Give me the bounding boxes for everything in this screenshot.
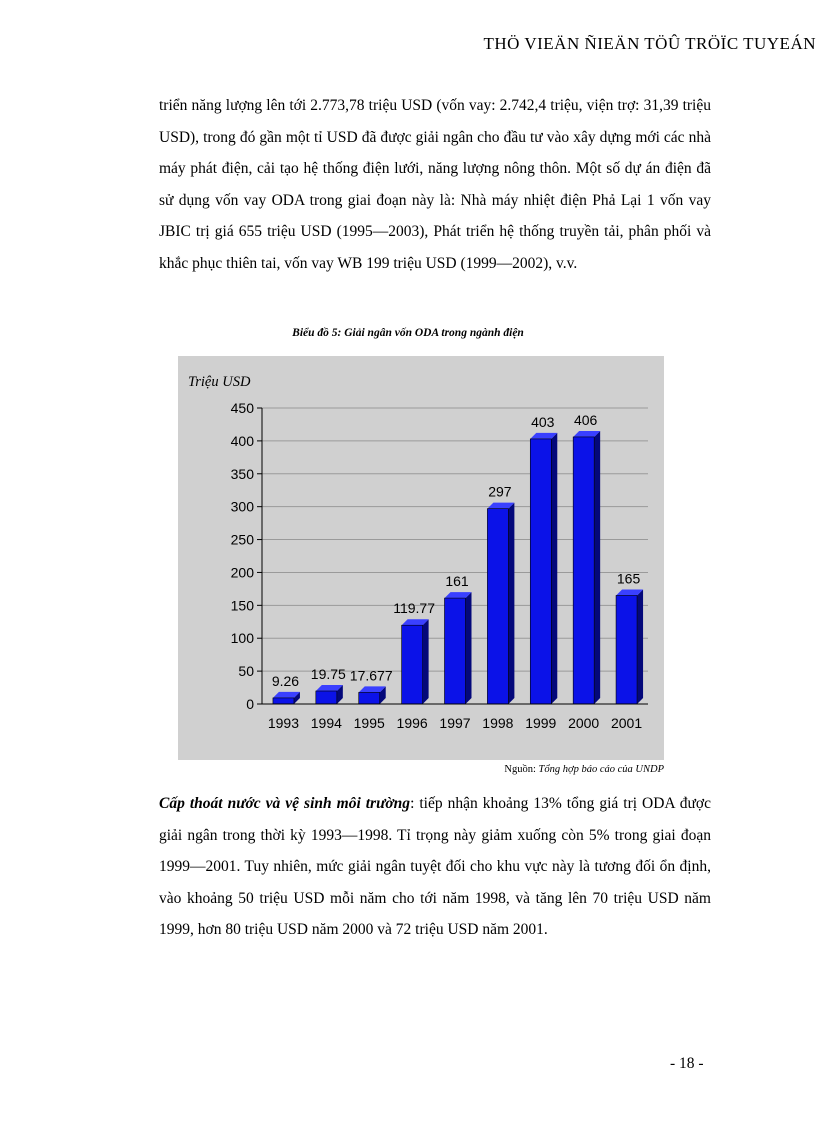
y-tick-label: 50 [238, 663, 254, 680]
y-tick-label: 150 [230, 597, 254, 614]
body-paragraph-2 [159, 788, 711, 946]
bar [359, 692, 380, 704]
bar-side [594, 431, 600, 704]
data-label: 17.677 [349, 667, 393, 684]
data-label: 119.77 [393, 600, 436, 617]
bar-side [423, 619, 429, 704]
x-tick-label: 1994 [310, 715, 342, 731]
y-axis-label: Triệu USD [188, 374, 251, 390]
y-tick-label: 0 [246, 696, 254, 712]
x-tick-label: 1999 [525, 715, 557, 731]
x-tick-label: 1993 [267, 715, 300, 731]
data-label: 406 [573, 411, 598, 428]
x-tick-label: 1996 [396, 715, 428, 731]
bar [530, 439, 551, 704]
bar [487, 509, 508, 704]
y-tick-label: 450 [230, 400, 254, 416]
x-tick-label: 2001 [610, 715, 643, 731]
x-tick-label: 1998 [482, 715, 514, 731]
data-label: 403 [531, 413, 555, 430]
y-tick-label: 350 [230, 465, 254, 482]
x-tick-label: 2000 [568, 715, 600, 731]
y-tick-label: 400 [230, 432, 254, 449]
running-header: THÖ VIEÄN ÑIEÄN TÖÛ TRÖÏC TUYEÁN [483, 34, 816, 53]
bar-chart [178, 356, 664, 760]
page-number: - 18 - [670, 1055, 704, 1072]
y-tick-label: 300 [230, 498, 254, 515]
bar [316, 691, 337, 704]
bar [273, 698, 294, 704]
body-paragraph-1: triển năng lượng lên tới 2.773,78 triệu USD (vốn vay: 2.742,4 triệu, viện trợ: 31,39 triệu USD), trong đó gần một tỉ USD đã được giải ngân cho đầu tư vào xây dựng mới các nhà máy phát điện, cải tạo hệ thống điện lưới, năng lượng nông thôn. Một số dự án điện đã sử dụng vốn vay ODA trong giai đoạn này là: Nhà máy nhiệt điện Phả Lại 1 vốn vay JBIC trị giá 655 triệu USD (1995—2003), Phát triển hệ thống truyền tải, phân phối và khắc phục thiên tai, vốn vay WB 199 triệu USD (1999—2002), v.v. [159, 97, 711, 272]
data-label: 19.75 [310, 666, 346, 683]
x-tick-label: 1997 [439, 715, 471, 731]
data-label: 297 [488, 483, 512, 500]
figure-source [504, 764, 664, 775]
bar [573, 437, 594, 704]
bar-side [466, 592, 472, 704]
x-tick-label: 1995 [353, 715, 385, 731]
paragraph-text: : tiếp nhận khoảng 13% tổng giá trị ODA được giải ngân trong thời kỳ 1993—1998. Tỉ trọng này giảm xuống còn 5% trong giai đoạn 1999—2001. Tuy nhiên, mức giải ngân tuyệt đối cho khu vực này là tương đối ổn định, vào khoảng 50 triệu USD mỗi năm cho tới năm 1998, và tăng lên 70 triệu USD năm 1999, hơn 80 triệu USD năm 2000 và 72 triệu USD năm 2001. [159, 795, 711, 938]
bar [402, 625, 423, 704]
bar [616, 595, 637, 704]
bar-side [508, 503, 514, 704]
bar [445, 598, 466, 704]
bar-side [637, 589, 643, 704]
y-tick-label: 200 [230, 564, 254, 581]
paragraph-lead: Cấp thoát nước và vệ sinh môi trường [159, 795, 411, 812]
data-label: 161 [445, 573, 469, 590]
figure-caption: Biểu đồ 5: Giải ngân vốn ODA trong ngành điện [292, 327, 524, 339]
bar-side [551, 433, 557, 704]
source-text: Tổng hợp báo cáo của UNDP [538, 764, 664, 775]
data-label: 9.26 [271, 672, 300, 689]
source-label: Nguồn: [504, 764, 536, 775]
y-tick-label: 100 [230, 630, 254, 647]
bar-chart-svg [178, 356, 664, 760]
y-tick-label: 250 [230, 531, 254, 548]
data-label: 165 [616, 570, 641, 587]
